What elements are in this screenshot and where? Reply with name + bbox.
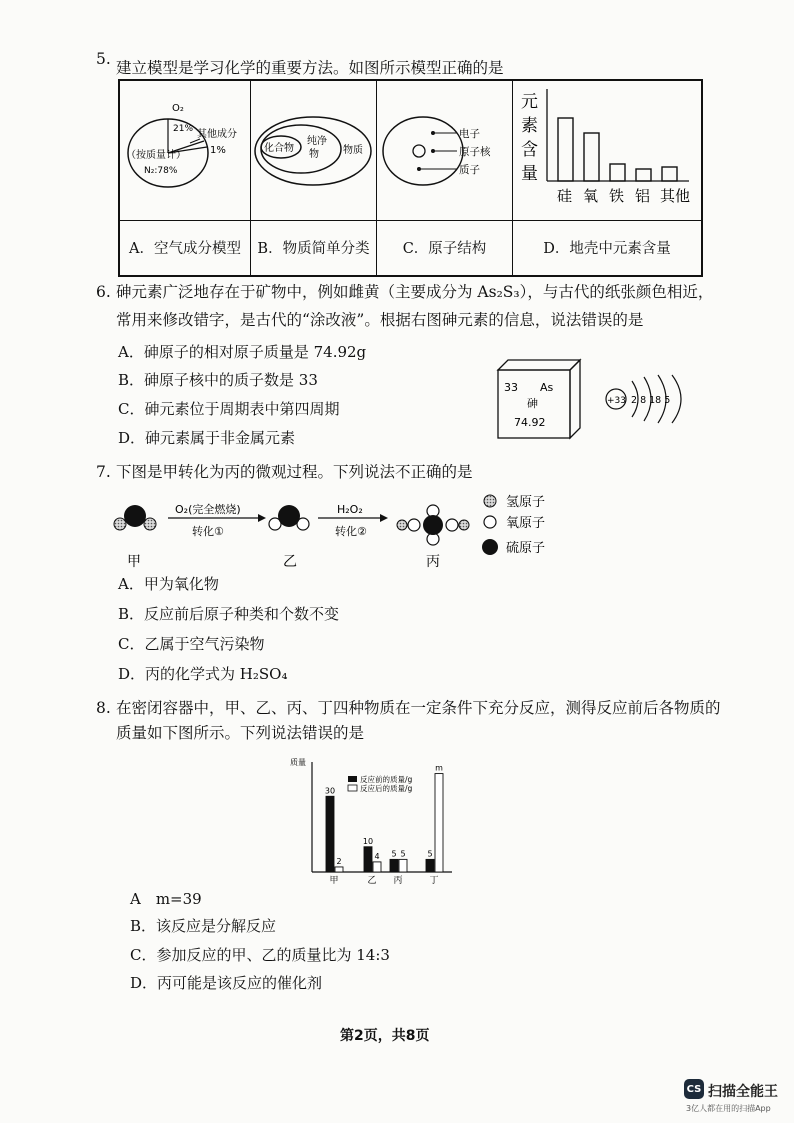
category-label-1: 乙 — [367, 876, 377, 886]
q6-option-b: B．砷原子核中的质子数是 33 — [118, 371, 318, 389]
legend-oxygen-label: 氧原子 — [506, 516, 546, 531]
camscanner-logo-icon: CS — [684, 1079, 704, 1099]
arsenic-atom-structure — [604, 373, 724, 425]
q6-option-c: C．砷元素位于周期表中第四周期 — [118, 400, 340, 418]
q8-option-a: A m=39 — [130, 890, 202, 908]
crust-cat-si: 硅 — [557, 187, 573, 205]
arsenic-number: 33 — [504, 381, 518, 394]
bing-hydrogen-atom-right — [459, 520, 469, 530]
matter-classification-diagram — [251, 81, 376, 216]
air-other-pct: 1% — [210, 145, 226, 156]
matter-model-cell — [251, 80, 377, 221]
label-yi: 乙 — [283, 554, 297, 570]
q6-number: 6. — [96, 283, 111, 301]
bar-after-1 — [373, 862, 381, 872]
q7-number: 7. — [96, 463, 111, 481]
q5-model-table — [118, 79, 703, 277]
category-label-2: 丙 — [393, 876, 403, 886]
crust-model-cell — [513, 80, 703, 221]
legend-sulfur-label: 硫原子 — [506, 541, 546, 556]
label-jia: 甲 — [127, 554, 141, 570]
bar-label-after-3: m — [435, 763, 443, 773]
crust-bar-fe — [610, 164, 625, 181]
bar-before-2 — [390, 859, 398, 872]
arrow2-label: 转化② — [335, 525, 367, 538]
crust-ylabel-3: 含 — [521, 140, 538, 160]
atom-model-cell — [377, 80, 513, 221]
arrow1-condition: O₂(完全燃烧) — [175, 503, 241, 516]
q6-stem-line2: 常用来修改错字，是古代的“涂改液”。根据右图砷元素的信息，说法错误的是 — [116, 311, 644, 329]
q5-number: 5. — [96, 50, 111, 68]
crust-ylabel-1: 元 — [521, 92, 538, 112]
atom-proton-label: 质子 — [459, 164, 480, 176]
q7-option-d: D．丙的化学式为 H₂SO₄ — [118, 665, 288, 683]
bar-label-after-1: 4 — [374, 851, 380, 861]
crust-cat-other: 其他 — [660, 187, 691, 205]
air-other-label: 其他成分 — [197, 129, 237, 140]
bing-oxygen-atom-left — [408, 519, 420, 531]
crust-bar-si — [558, 118, 573, 181]
matter-compound-label: 化合物 — [264, 143, 294, 154]
matter-pure-label-2: 物 — [309, 149, 319, 160]
bar-after-3 — [435, 774, 443, 872]
bar-before-1 — [364, 847, 372, 872]
crust-bar-diagram — [513, 81, 701, 216]
arsenic-electron-shells: 2 8 18 5 — [631, 395, 671, 406]
page-number-footer: 第2页，共8页 — [340, 1028, 430, 1044]
arsenic-nucleus-charge: +33 — [607, 396, 626, 406]
q8-mass-bar-chart — [286, 754, 462, 888]
bar-label-after-2: 5 — [400, 849, 406, 859]
q7-option-c: C．乙属于空气污染物 — [118, 635, 265, 653]
legend-oxygen-icon — [484, 516, 496, 528]
matter-matter-label: 物质 — [343, 145, 363, 156]
q5-option-a: A．空气成分模型 — [119, 221, 251, 276]
air-pie-diagram — [120, 81, 250, 216]
arsenic-mass: 74.92 — [514, 416, 546, 429]
atom-nucleus-label: 原子核 — [459, 146, 491, 158]
q6-stem-line1: 砷元素广泛地存在于矿物中，例如雌黄（主要成分为 As₂S₃），与古代的纸张颜色相近， — [116, 283, 714, 301]
arsenic-element-card — [488, 356, 588, 440]
q8-stem-line1: 在密闭容器中，甲、乙、丙、丁四种物质在一定条件下充分反应，测得反应前后各物质的 — [116, 699, 721, 717]
q6-option-d: D．砷元素属于非金属元素 — [118, 429, 296, 447]
jia-hydrogen-atom-right — [144, 518, 156, 530]
camscanner-tagline: 3亿人都在用的扫描App — [686, 1104, 771, 1113]
crust-cat-o: 氧 — [583, 187, 599, 205]
chart-legend-before: 反应前的质量/g — [360, 775, 413, 784]
bar-after-2 — [399, 859, 407, 872]
jia-sulfur-atom — [124, 505, 146, 527]
bar-before-0 — [326, 796, 334, 872]
crust-ylabel-2: 素 — [521, 116, 538, 136]
air-n2-label: N₂:78% — [144, 166, 178, 176]
chart-ylabel: 质量 — [290, 758, 306, 767]
jia-hydrogen-atom-left — [114, 518, 126, 530]
crust-cat-fe: 铁 — [609, 187, 625, 205]
crust-bar-other — [662, 167, 677, 181]
q7-stem: 下图是甲转化为丙的微观过程。下列说法不正确的是 — [116, 463, 473, 481]
q8-stem-line2: 质量如下图所示。下列说法错误的是 — [116, 724, 365, 742]
bar-label-after-0: 2 — [336, 856, 342, 866]
yi-sulfur-atom — [278, 505, 300, 527]
q8-option-b: B．该反应是分解反应 — [130, 917, 277, 935]
atom-electron-label: 电子 — [459, 128, 480, 140]
q7-option-a: A．甲为氧化物 — [118, 575, 219, 593]
bar-after-0 — [335, 867, 343, 872]
bing-hydrogen-atom-left — [397, 520, 407, 530]
q8-number: 8. — [96, 699, 111, 717]
matter-pure-label-1: 纯净 — [307, 136, 327, 147]
label-bing: 丙 — [426, 554, 440, 570]
q8-option-c: C．参加反应的甲、乙的质量比为 14:3 — [130, 946, 390, 964]
atom-structure-diagram — [377, 81, 512, 216]
air-o2-label: O₂ — [172, 103, 184, 114]
q7-option-b: B．反应前后原子种类和个数不变 — [118, 605, 340, 623]
q5-option-b: B．物质简单分类 — [251, 221, 377, 276]
q7-micro-process-diagram — [108, 492, 708, 574]
q6-option-a: A．砷原子的相对原子质量是 74.92g — [118, 343, 367, 361]
arsenic-name: 砷 — [527, 397, 538, 410]
bing-sulfur-atom — [423, 515, 443, 535]
air-o2-pct: 21% — [173, 124, 194, 134]
bar-label-before-1: 10 — [362, 836, 374, 846]
category-label-0: 甲 — [329, 876, 339, 886]
bar-label-before-0: 30 — [324, 786, 336, 796]
chart-legend-after: 反应后的质量/g — [360, 784, 413, 793]
arrow1-label: 转化① — [192, 525, 224, 538]
bar-label-before-2: 5 — [391, 849, 397, 859]
legend-hydrogen-label: 氢原子 — [506, 495, 546, 510]
q8-option-d: D．丙可能是该反应的催化剂 — [130, 974, 323, 992]
bar-label-before-3: 5 — [427, 849, 433, 859]
legend-hydrogen-icon — [484, 495, 496, 507]
air-by-mass-label: （按质量计） — [126, 150, 186, 161]
crust-bar-al — [636, 169, 651, 181]
arsenic-symbol: As — [540, 381, 554, 394]
q5-option-d: D．地壳中元素含量 — [513, 221, 703, 276]
bing-oxygen-atom-right — [446, 519, 458, 531]
q5-option-c: C．原子结构 — [377, 221, 513, 276]
arrow2-condition: H₂O₂ — [337, 503, 363, 516]
crust-ylabel-4: 量 — [521, 164, 538, 184]
air-model-cell — [119, 80, 251, 221]
category-label-3: 丁 — [429, 876, 439, 886]
bar-before-3 — [426, 859, 434, 872]
crust-bar-o — [584, 133, 599, 181]
camscanner-app-name: 扫描全能王 — [708, 1084, 778, 1100]
crust-cat-al: 铝 — [635, 187, 651, 205]
q5-stem: 建立模型是学习化学的重要方法。如图所示模型正确的是 — [116, 59, 504, 77]
legend-sulfur-icon — [482, 539, 498, 555]
